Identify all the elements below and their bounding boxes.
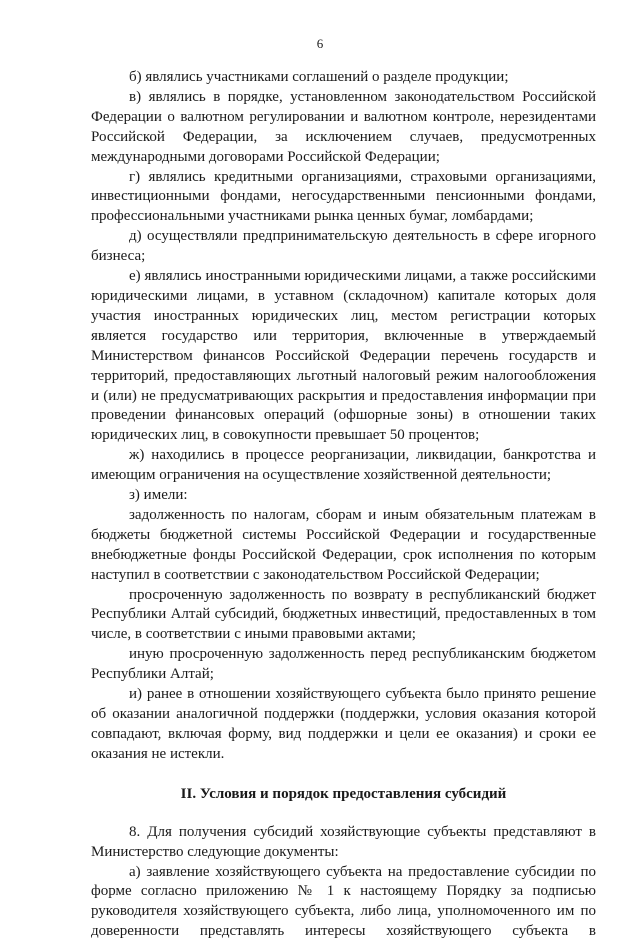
- paragraph-d: д) осуществляли предпринимательскую деятельность в сфере игорного бизнеса;: [91, 228, 596, 265]
- paragraph-z-debt-subsidies: просроченную задолженность по возврату в республиканский бюджет Республики Алтай субсидий, бюджетных инвестиций, предоставленных в том числе, в соответствии с иными правовыми актами;: [91, 586, 596, 643]
- document-body: [91, 68, 596, 942]
- paragraph-i: и) ранее в отношении хозяйствующего субъекта было принято решение об оказании аналогичной поддержки (поддержки, условия оказания которой совпадают, включая форму, вид поддержки и цели ее оказания) и сроки ее оказания не истекли.: [91, 686, 596, 762]
- paragraph-g: г) являлись кредитными организациями, страховыми организациями, инвестиционными фондами, негосударственными пенсионными фондами, профессиональными участниками рынка ценных бумаг, ломбардами;: [91, 168, 596, 225]
- paragraph-b: б) являлись участниками соглашений о разделе продукции;: [129, 69, 509, 85]
- paragraph-e: е) являлись иностранными юридическими лицами, а также российскими юридическими лицами, в уставном (складочном) капитале которых доля участия иностранных юридических лиц, местом регистрации которых является государство или территория, включенные в утверждаемый Министерством финансов Российской Федерации перечень государств и территорий, предоставляющих льготный налоговый режим налогообложения и (или) не предусматривающих раскрытия и предоставления информации при проведении финансовых операций (офшорные зоны) в отношении таких юридических лиц, в совокупности превышает 50 процентов;: [91, 268, 596, 444]
- paragraph-8: 8. Для получения субсидий хозяйствующие субъекты представляют в Министерство следующие документы:: [91, 823, 596, 860]
- paragraph-v: в) являлись в порядке, установленном законодательством Российской Федерации о валютном регулировании и валютном контроле, нерезидентами Российской Федерации, за исключением случаев, предусмотренных международными договорами Российской Федерации;: [91, 88, 596, 165]
- paragraph-z-debt-taxes: задолженность по налогам, сборам и иным обязательным платежам в бюджеты бюджетной системы Российской Федерации и государственные внебюджетные фонды Российской Федерации, срок исполнения по которым наступил в соответствии с законодательством Российской Федерации;: [91, 506, 596, 583]
- page-number: 6: [316, 36, 324, 51]
- paragraph-zh: ж) находились в процессе реорганизации, ликвидации, банкротства и имеющим ограничения на осуществление хозяйственной деятельности;: [91, 447, 596, 484]
- section-heading: II. Условия и порядок предоставления субсидий: [180, 785, 507, 802]
- paragraph-z-debt-other: иную просроченную задолженность перед республиканским бюджетом Республики Алтай;: [91, 646, 596, 683]
- paragraph-8a: а) заявление хозяйствующего субъекта на предоставление субсидии по форме согласно приложению № 1 к настоящему Порядку за подписью руководителя хозяйствующего субъекта, либо лица, уполномоченного им по доверенности представлять интересы хозяйствующего субъекта в: [91, 863, 596, 940]
- paragraph-z: з) имели:: [129, 487, 188, 504]
